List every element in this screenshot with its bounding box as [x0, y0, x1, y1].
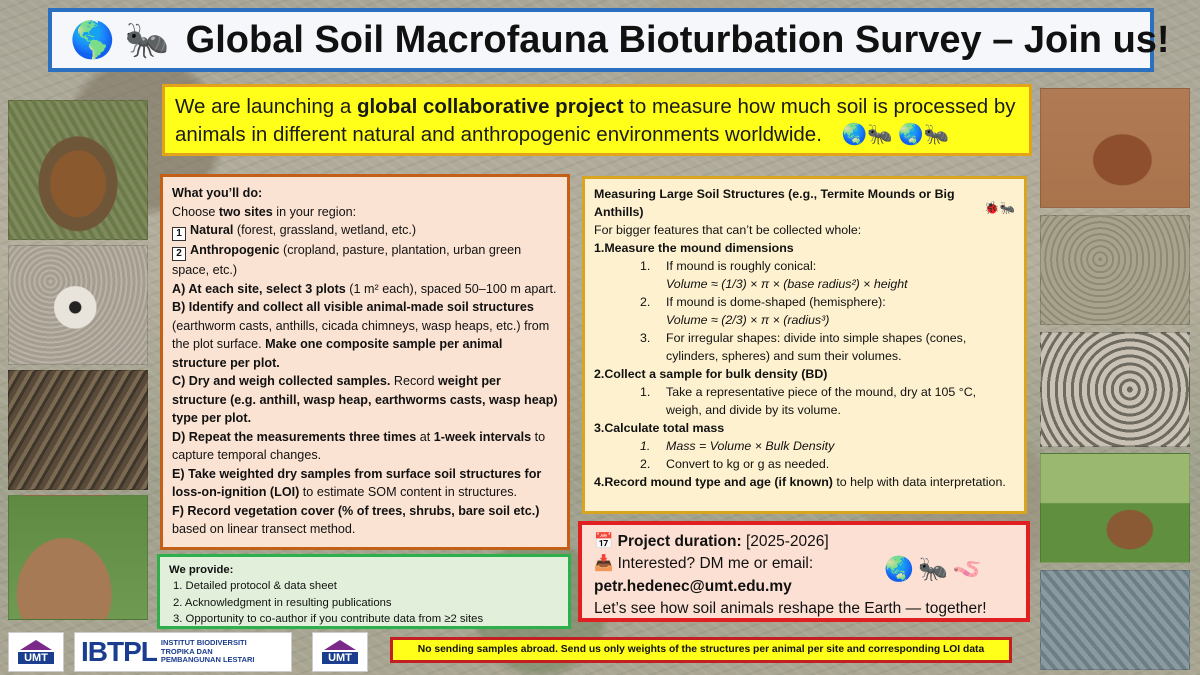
dome-case: If mound is dome-shaped (hemisphere):	[666, 294, 886, 309]
step-b: B) Identify and collect all visible animal-made soil structures (earthworm casts, anthills, cicada chimneys, wasp heaps, etc.) from the plot surface. Make one composite sample per animal structure per plot.	[172, 300, 550, 370]
provide-item: 2. Acknowledgment in resulting publications	[173, 596, 392, 609]
termite-mound-photo	[8, 100, 148, 240]
inbox-icon: 📥	[594, 555, 614, 573]
calendar-icon: 📅	[594, 533, 614, 550]
number-one-icon: 1	[172, 227, 186, 241]
bug-ant-icons: 🐞🐜	[984, 201, 1015, 215]
anthill-photo	[1040, 88, 1190, 208]
step-3-heading: 3.Calculate total mass	[594, 420, 725, 435]
number-two-icon: 2	[172, 247, 186, 261]
closing-text: Let’s see how soil animals reshape the Earth — together!	[594, 600, 987, 618]
intro-emojis: 🌏🐜 🌏🐜	[841, 122, 950, 146]
globe-ant-worm-icons: 🌏🐜🪱	[884, 556, 986, 583]
leaf-litter-photo	[8, 370, 148, 490]
duration-label: Project duration:	[617, 533, 742, 550]
intro-highlight: global collaborative project	[356, 95, 624, 118]
intro-text-2: to measure how much soil is processed by animals in different natural and anthropogenic environments worldwide.	[175, 95, 1016, 146]
site-anthropogenic: 2 Anthropogenic (cropland, pasture, plantation, urban green space, etc.)	[172, 243, 522, 277]
notice-banner: No sending samples abroad. Send us only weights of the structures per animal per site and corresponding LOI data	[390, 637, 1012, 663]
umt-logo: UMT	[8, 632, 64, 672]
instructions-panel	[160, 174, 570, 550]
duration-value: [2025-2026]	[741, 533, 829, 550]
measurement-heading: Measuring Large Soil Structures (e.g., Termite Mounds or Big Anthills)	[594, 187, 955, 219]
wet-soil-photo	[1040, 570, 1190, 670]
step-a: A) At each site, select 3 plots (1 m² each), spaced 50–100 m apart.	[172, 281, 557, 296]
conical-case: If mound is roughly conical:	[666, 258, 817, 273]
ibtpl-logo: IBTPL INSTITUT BIODIVERSITI TROPIKA DAN PEMBANGUNAN LESTARI	[74, 632, 292, 672]
mass-formula: Mass = Volume × Bulk Density	[666, 438, 835, 453]
provide-heading: We provide:	[169, 564, 234, 576]
provide-item: 1. Detailed protocol & data sheet	[173, 580, 337, 593]
ant-icon: 🐜	[124, 19, 170, 60]
irregular-case: For irregular shapes: divide into simple shapes (cones, cylinders, spheres) and sum their volumes.	[666, 330, 967, 363]
step-e: E) Take weighted dry samples from surface soil structures for loss-on-ignition (LOI) to estimate SOM content in structures.	[172, 466, 542, 499]
instructions-heading: What you’ll do:	[172, 186, 263, 200]
interested-text: Interested? DM me or email:	[613, 555, 814, 573]
soil-hole-photo	[8, 245, 148, 365]
unit-conversion: Convert to kg or g as needed.	[666, 456, 830, 471]
conical-formula: Volume ≈ (1/3) × π × (base radius²) × height	[666, 276, 908, 291]
step-1-heading: 1.Measure the mound dimensions	[594, 240, 794, 255]
intro-banner	[162, 84, 1032, 156]
page-title: Global Soil Macrofauna Bioturbation Survey – Join us!	[185, 18, 1170, 61]
umt-logo-secondary: UMT	[312, 632, 368, 672]
site-natural: 1 Natural (forest, grassland, wetland, etc.)	[172, 221, 558, 241]
dome-formula: Volume ≈ (2/3) × π × (radius³)	[666, 312, 830, 327]
provide-item: 3. Opportunity to co-author if you contribute data from ≥2 sites	[173, 613, 484, 626]
ground-cover-photo	[1040, 215, 1190, 325]
intro-text-1: We are launching a	[175, 95, 357, 118]
measurement-intro: For bigger features that can’t be collected whole:	[594, 222, 862, 237]
soil-heap-photo	[8, 495, 148, 620]
measurement-panel: Measuring Large Soil Structures (e.g., Termite Mounds or Big Anthills) 🐞🐜 For bigger features that can’t be collected whole: 1.Measure the mound dimensions 1. If mound is roughly conical: Volume ≈ (1/3) × π × (base radius²) × height 2. If mound is dome-shaped (hemisphere): Volume ≈ (2/3) × π × (radius³) 3. For irregular shapes: divide into simple shapes (cones, cylinders, spheres) and sum their volumes. 2.Collect a sample for bulk density (BD) 1. Take a representative piece of the mound, dry at 105 °C, weigh, and divide by its volume. 3.Calculate total mass 1. Mass = Volume × Bulk Density 2. Convert to kg or g as needed. 4.Record mound type and age (if known) to help with data interpretation.	[582, 176, 1027, 514]
step-d: D) Repeat the measurements three times at 1-week intervals to capture temporal changes.	[172, 429, 546, 462]
provide-panel	[157, 554, 571, 629]
plantation-mound-photo	[1040, 453, 1190, 563]
step-f: F) Record vegetation cover (% of trees, shrubs, bare soil etc.) based on linear transect method.	[172, 503, 540, 536]
title-banner	[48, 8, 1170, 72]
step-2-heading: 2.Collect a sample for bulk density (BD)	[594, 366, 828, 381]
choose-sites-line: Choose two sites in your region:	[172, 204, 357, 219]
contact-email[interactable]: petr.hedenec@umt.edu.my	[594, 577, 792, 595]
globe-icon: 🌎	[70, 19, 115, 60]
bulk-density-method: Take a representative piece of the mound, dry at 105 °C, weigh, and divide by its volume.	[666, 384, 977, 417]
step-4: 4.Record mound type and age (if known) to help with data interpretation.	[594, 474, 1006, 489]
contact-panel	[578, 521, 1030, 622]
earthworm-casts-photo	[1040, 332, 1190, 447]
step-c: C) Dry and weigh collected samples. Record weight per structure (e.g. anthill, wasp heap, earthworms casts, wasp heap) type per plot.	[172, 374, 558, 425]
